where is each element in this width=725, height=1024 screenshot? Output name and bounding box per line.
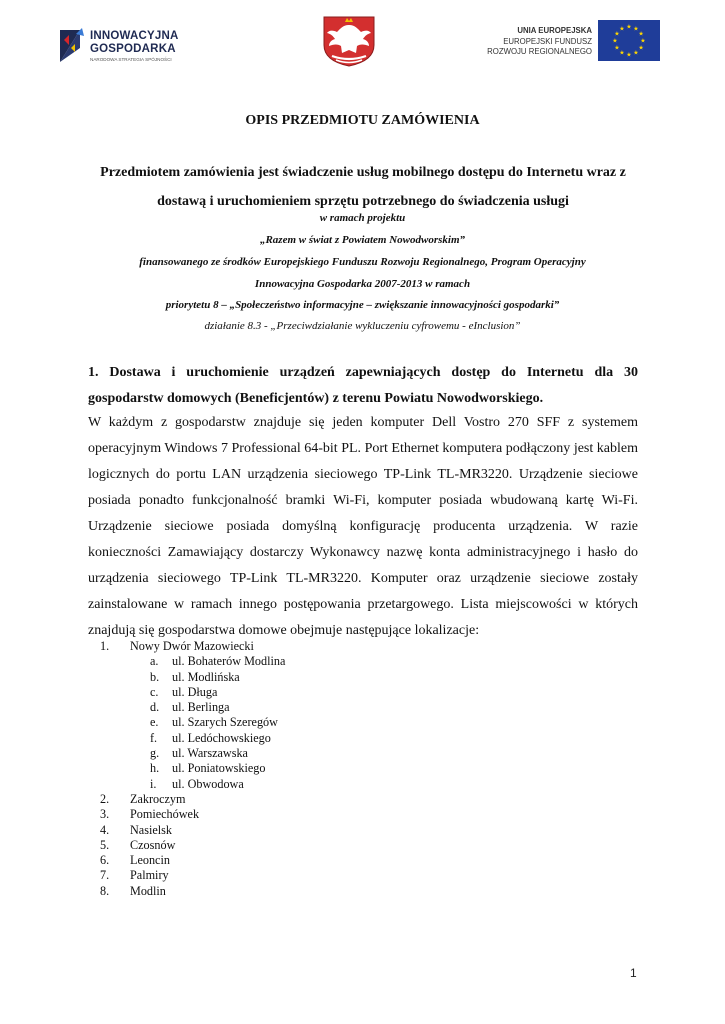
county-crest-icon xyxy=(320,15,378,67)
street-name: ul. Bohaterów Modlina xyxy=(172,654,286,669)
street-name: ul. Szarych Szeregów xyxy=(172,715,278,730)
street-name: ul. Berlinga xyxy=(172,700,230,715)
location-name: Czosnów xyxy=(130,837,176,852)
list-number: 3. xyxy=(100,807,110,822)
svg-text:★: ★ xyxy=(626,23,632,31)
svg-text:★: ★ xyxy=(640,37,646,45)
list-number: 8. xyxy=(100,883,110,898)
street-name: ul. Modlińska xyxy=(172,669,240,684)
svg-text:★: ★ xyxy=(638,30,644,38)
section-1-body: W każdym z gospodarstw znajduje się jeden komputer Dell Vostro 270 SFF z systemem operacyjnym Windows 7 Professional 64-bit PL. Port Ethernet komputera podłączony jest kablem logicznych do portu LAN urządzenia sieciowego TP-Link TL-MR3220. Urządzenie sieciowe posiada ponadto funkcjonalność bramki Wi-Fi, komputer posiada wbudowaną kartę Wi-Fi. Urządzenie sieciowe posiada domyślną konfigurację producenta urządzenia. W razie konieczności Zamawiający dostarczy Wykonawcy nazwę konta administracyjnego i hasło do urządzenia sieciowego TP-Link TL-MR3220. Komputer oraz urządzenie sieciowe zostały zainstalowane w ramach innego postępowania przetargowego. Lista miejscowości w których znajdują się gospodarstwa domowe obejmuje następujące lokalizacje: xyxy=(88,415,638,638)
street-name: ul. Ledóchowskiego xyxy=(172,730,271,745)
street-letter: i. xyxy=(150,776,157,791)
priority-line: priorytetu 8 – „Społeczeństwo informacyjne – zwiększanie innowacyjności gospodarki” xyxy=(165,299,560,311)
list-number: 6. xyxy=(100,853,110,868)
svg-text:★: ★ xyxy=(612,37,618,45)
svg-text:★: ★ xyxy=(633,49,639,57)
street-name: ul. Warszawska xyxy=(172,746,248,761)
ig-emblem-icon xyxy=(58,26,88,64)
svg-text:★: ★ xyxy=(619,49,625,57)
eu-logo-line2: EUROPEJSKI FUNDUSZ xyxy=(503,37,592,46)
list-number: 2. xyxy=(100,791,110,806)
programme-line: Innowacyjna Gospodarka 2007-2013 w ramach xyxy=(254,278,471,290)
svg-text:★: ★ xyxy=(619,25,625,33)
street-name: ul. Obwodowa xyxy=(172,776,244,791)
street-letter: f. xyxy=(150,730,158,745)
location-name: Nowy Dwór Mazowiecki xyxy=(130,639,254,653)
list-number: 1. xyxy=(100,639,110,653)
location-name: Leoncin xyxy=(130,853,170,868)
action-line: działanie 8.3 - „Przeciwdziałanie wykluczeniu cyfrowemu - eInclusion” xyxy=(204,320,521,332)
document-title: OPIS PRZEDMIOTU ZAMÓWIENIA xyxy=(245,113,480,128)
location-name: Modlin xyxy=(130,883,166,898)
innowacyjna-gospodarka-logo xyxy=(58,24,188,66)
svg-text:★: ★ xyxy=(638,44,644,52)
location-name: Zakroczym xyxy=(130,791,186,806)
location-name: Pomiechówek xyxy=(130,807,200,822)
street-letter: b. xyxy=(150,669,160,684)
svg-text:★: ★ xyxy=(633,25,639,33)
project-intro: w ramach projektu xyxy=(319,212,406,224)
street-letter: g. xyxy=(150,746,160,761)
financing-line: finansowanego ze środków Europejskiego Funduszu Rozwoju Regionalnego, Program Operacyjny xyxy=(139,256,586,268)
page-number: 1 xyxy=(630,966,637,980)
list-number: 7. xyxy=(100,868,110,883)
svg-text:★: ★ xyxy=(626,51,632,59)
street-letter: d. xyxy=(150,700,160,715)
list-number: 5. xyxy=(100,837,110,852)
ig-logo-line2: GOSPODARKA xyxy=(90,43,176,55)
street-letter: a. xyxy=(150,654,159,669)
street-name: ul. Poniatowskiego xyxy=(172,761,266,776)
ig-logo-subtitle: NARODOWA STRATEGIA SPÓJNOŚCI xyxy=(90,57,172,62)
eu-erdf-logo xyxy=(470,18,660,62)
order-subject: Przedmiotem zamówienia jest świadczenie usług mobilnego dostępu do Internetu wraz z dostawą i uruchomieniem sprzętu potrzebnego do świadczenia usługi xyxy=(100,165,626,209)
eu-logo-line1: UNIA EUROPEJSKA xyxy=(517,26,592,35)
section-1-heading: 1. Dostawa i uruchomienie urządzeń zapewniających dostęp do Internetu dla 30 gospodarstw domowych (Beneficjentów) z terenu Powiatu Nowodworskiego. xyxy=(88,365,638,406)
street-letter: h. xyxy=(150,761,160,776)
eu-flag-icon xyxy=(598,20,660,61)
location-name: Palmiry xyxy=(130,868,169,883)
svg-text:★: ★ xyxy=(614,30,620,38)
eu-logo-line3: ROZWOJU REGIONALNEGO xyxy=(487,47,592,56)
street-letter: e. xyxy=(150,715,159,730)
project-name: „Razem w świat z Powiatem Nowodworskim” xyxy=(259,234,466,246)
svg-text:★: ★ xyxy=(614,44,620,52)
list-number: 4. xyxy=(100,822,110,837)
ig-logo-line1: INNOWACYJNA xyxy=(90,30,179,42)
street-name: ul. Długa xyxy=(172,684,218,699)
location-name: Nasielsk xyxy=(130,822,172,837)
street-letter: c. xyxy=(150,684,159,699)
